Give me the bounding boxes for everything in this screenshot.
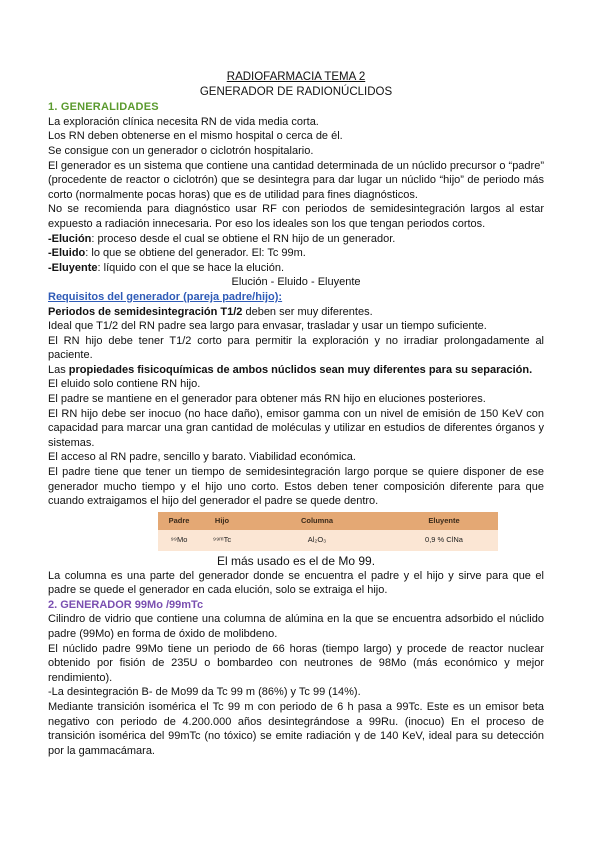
- paragraph: La exploración clínica necesita RN de vida media corta.: [48, 115, 319, 128]
- paragraph: El generador es un sistema que contiene una cantidad determinada de un núclido precursor o “padre” (procedente de reactor o ciclotrón) que se desintegra para dar lugar un núclido “hijo” de periodo más corto (normalmente pocas horas) que es de utilidad para fines diagnósticos.: [48, 159, 544, 201]
- table-cell: ⁹⁹ᵐTc: [200, 530, 244, 551]
- section-heading-generalidades: 1. GENERALIDADES: [48, 101, 159, 114]
- document-page: [48, 70, 544, 758]
- table-caption: El más usado es el de Mo 99.: [216, 554, 376, 568]
- paragraph: -La desintegración B- de Mo99 da Tc 99 m (86%) y Tc 99 (14%).: [48, 686, 361, 699]
- table-header: Columna: [244, 512, 390, 531]
- paragraph: El RN hijo debe ser inocuo (no hace daño), emisor gamma con un nivel de emisión de 150 KeV con capacidad para marcar una gran cantidad de moléculas y utilizar en estudios de diferentes órganos y sistemas.: [48, 407, 544, 449]
- paragraph: [48, 363, 544, 378]
- paragraph: El padre se mantiene en el generador para obtener más RN hijo en eluciones posteriores.: [48, 393, 486, 406]
- table-header: Eluyente: [390, 512, 498, 531]
- table-cell: Al₂O₃: [244, 530, 390, 551]
- table-header: Padre: [158, 512, 200, 531]
- section-heading-requisitos: Requisitos del generador (pareja padre/hijo):: [48, 290, 283, 303]
- summary-line: Elución - Eluido - Eluyente: [231, 276, 361, 289]
- paragraph: El eluido solo contiene RN hijo.: [48, 378, 201, 391]
- table-cell: 0,9 % ClNa: [390, 530, 498, 551]
- paragraph: El padre tiene que tener un tiempo de semidesintegración largo porque se quiere disponer de ese generador mucho tiempo y el hijo uno corto. Estos deben tener composición diferente para que cuando extraigamos el hijo del generador el padre se quede dentro.: [48, 466, 544, 508]
- definition-text: : líquido con el que se hace la elución.: [97, 261, 285, 274]
- table-header-row: [158, 512, 498, 531]
- paragraph: Cilindro de vidrio que contiene una columna de alúmina en la que se encuentra adsorbido el núclido padre (99Mo) en forma de óxido de molibdeno.: [48, 613, 544, 640]
- definition-text: : lo que se obtiene del generador. El: Tc 99m.: [85, 247, 306, 260]
- bold-phrase: Periodos de semidesintegración T1/2: [48, 305, 243, 318]
- paragraph: La columna es una parte del generador donde se encuentra el padre y el hijo y sirve para que el padre se quede el generador en cada elución, solo se extraiga el hijo.: [48, 569, 544, 597]
- paragraph: Se consigue con un generador o ciclotrón hospitalario.: [48, 144, 314, 157]
- paragraph: El RN hijo debe tener T1/2 corto para permitir la exploración y no irradiar prolongadamente al paciente.: [48, 334, 544, 362]
- table-row: [158, 530, 498, 551]
- definition-elucion: [48, 232, 544, 247]
- paragraph-text: Las: [48, 363, 69, 376]
- document-subtitle: GENERADOR DE RADIONÚCLIDOS: [199, 85, 393, 98]
- definition-eluido: [48, 246, 544, 261]
- paragraph: Mediante transición isomérica el Tc 99 m con periodo de 6 h pasa a 99Tc. Este es un emisor beta negativo con periodo de 4.200.000 años desintegrándose a 99Ru. (inocuo) En el proceso de transición isomérica del 99mTc (no tóxico) se emite radiación γ de 140 KeV, ideal para su detección por la gammacámara.: [48, 700, 544, 757]
- term: -Elución: [48, 232, 92, 245]
- bold-phrase: propiedades fisicoquímicas de ambos núclidos sean muy diferentes para su separación.: [68, 363, 533, 376]
- paragraph: El núclido padre 99Mo tiene un periodo de 66 horas (tiempo largo) y procede de reactor nuclear obtenido por fisión de 235U o bombardeo con neutrones de 98Mo (más económico y mejor rendimiento).: [48, 642, 544, 684]
- generator-table: [158, 512, 498, 551]
- paragraph: [48, 305, 544, 320]
- paragraph: Los RN deben obtenerse en el mismo hospital o cerca de él.: [48, 130, 343, 143]
- table-cell: ⁹⁹Mo: [158, 530, 200, 551]
- term: -Eluido: [48, 247, 86, 260]
- paragraph: El acceso al RN padre, sencillo y barato. Viabilidad económica.: [48, 451, 356, 464]
- definition-text: : proceso desde el cual se obtiene el RN hijo de un generador.: [91, 232, 396, 245]
- paragraph: No se recomienda para diagnóstico usar RF con periodos de semidesintegración largos al estar expuesto a radiación innecesaria. Por eso los ideales son los que tengan periodos cortos.: [48, 203, 544, 230]
- document-title: RADIOFARMACIA TEMA 2: [226, 71, 366, 83]
- table-header: Hijo: [200, 512, 244, 531]
- paragraph-text: deben ser muy diferentes.: [242, 305, 373, 318]
- section-heading-generador: 2. GENERADOR 99Mo /99mTc: [48, 598, 204, 611]
- definition-eluyente: [48, 261, 544, 276]
- paragraph: Ideal que T1/2 del RN padre sea largo para envasar, trasladar y usar un tiempo suficiente.: [48, 320, 487, 333]
- term: -Eluyente: [48, 261, 98, 274]
